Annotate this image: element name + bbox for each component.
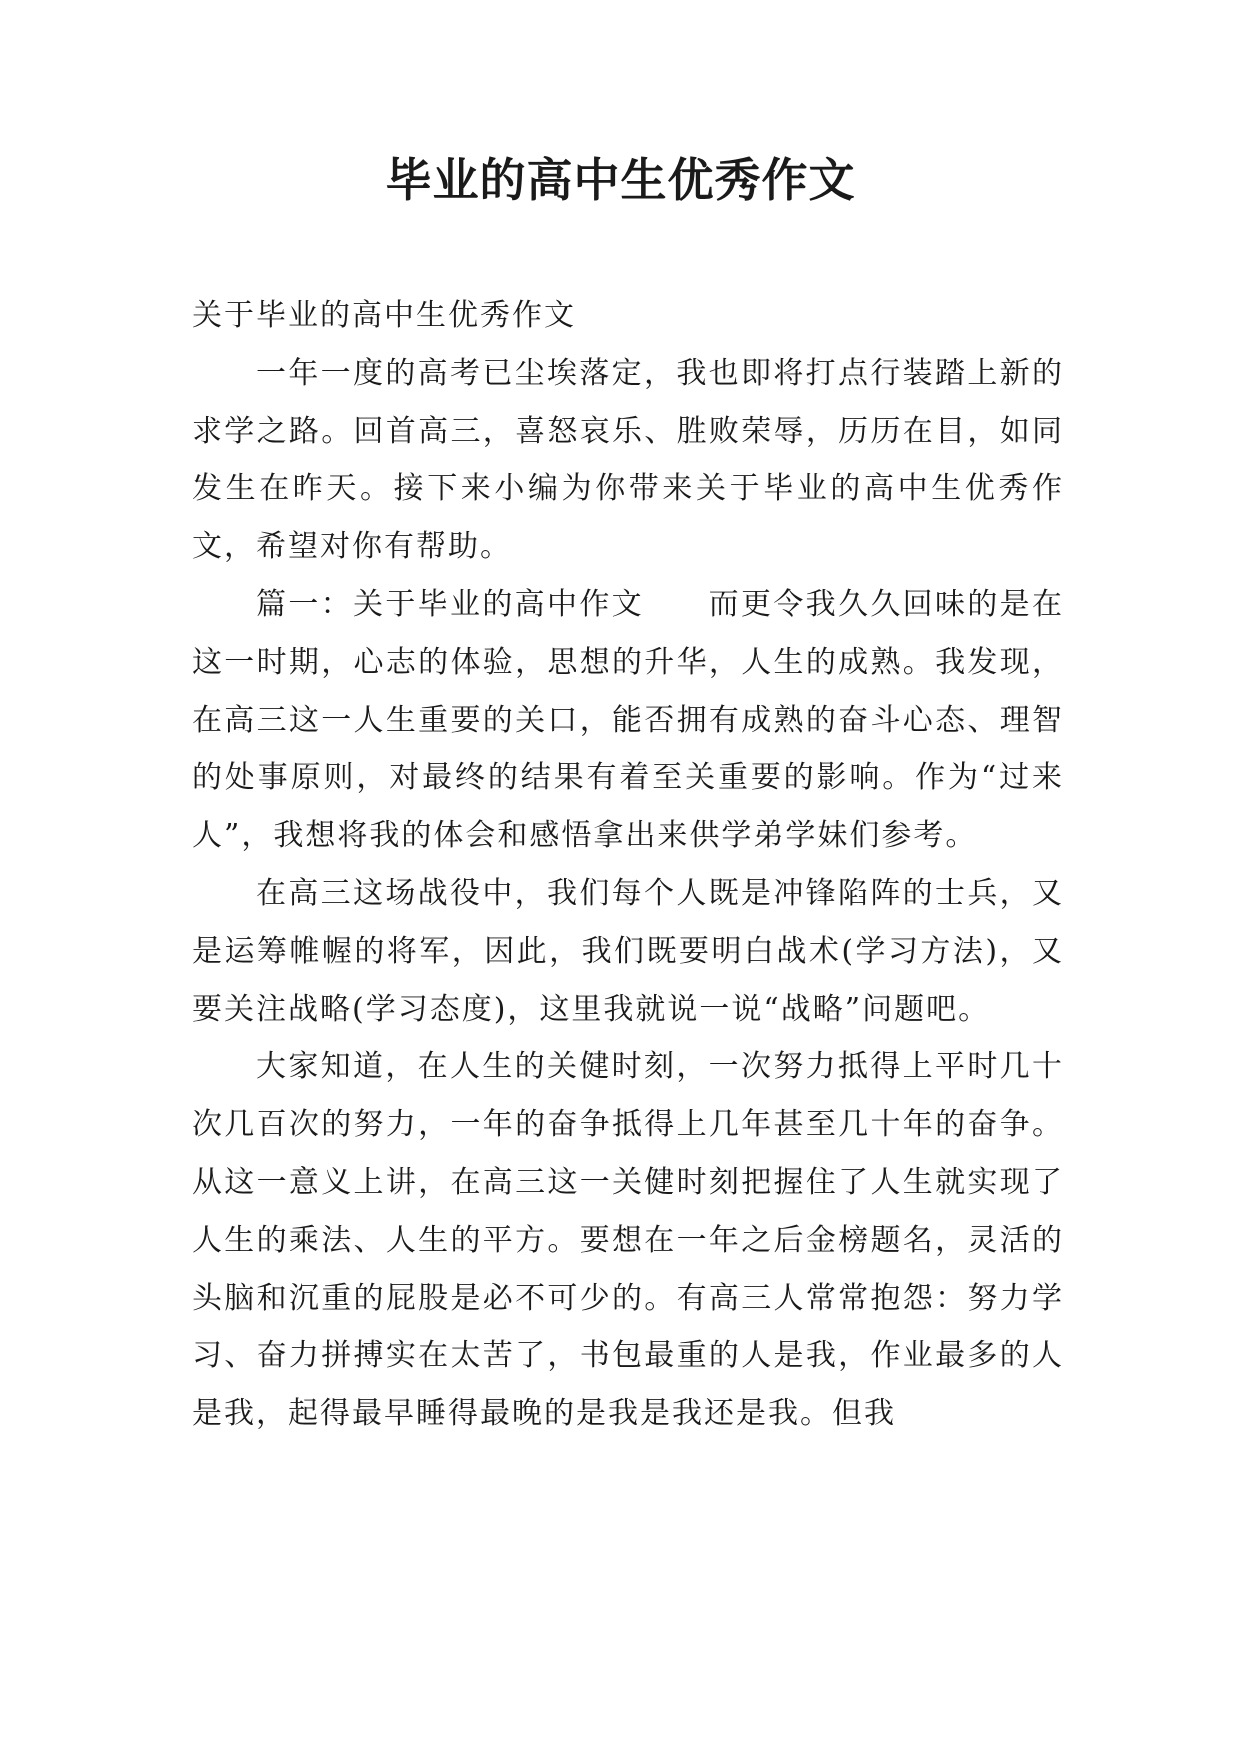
document-body	[192, 287, 1064, 1443]
body-paragraph-3: 大家知道，在人生的关健时刻，一次努力抵得上平时几十次几百次的努力，一年的奋争抵得上几年甚至几十年的奋争。从这一意义上讲，在高三这一关健时刻把握住了人生就实现了人生的乘法、人生的平方。要想在一年之后金榜题名，灵活的头脑和沉重的屁股是必不可少的。有高三人常常抱怨：努力学习、奋力拼搏实在太苦了，书包最重的人是我，作业最多的人是我，起得最早睡得最晚的是我是我还是我。但我	[192, 1049, 1064, 1432]
body-paragraph-2: 在高三这场战役中，我们每个人既是冲锋陷阵的士兵，又是运筹帷幄的将军，因此，我们既要明白战术(学习方法)，又要关注战略(学习态度)，这里我就说一说“战略”问题吧。	[192, 875, 1064, 1027]
intro-paragraph: 一年一度的高考已尘埃落定，我也即将打点行装踏上新的求学之路。回首高三，喜怒哀乐、胜败荣辱，历历在目，如同发生在昨天。接下来小编为你带来关于毕业的高中生优秀作文，希望对你有帮助。	[192, 355, 1064, 565]
document-title: 毕业的高中生优秀作文	[385, 153, 856, 207]
body-paragraph-1: 篇一：关于毕业的高中作文 而更令我久久回味的是在这一时期，心志的体验，思想的升华，人生的成熟。我发现，在高三这一人生重要的关口，能否拥有成熟的奋斗心态、理智的处事原则，对最终的结果有着至关重要的影响。作为“过来人”，我想将我的体会和感悟拿出来供学弟学妹们参考。	[192, 586, 1064, 854]
article-heading: 关于毕业的高中生优秀作文	[192, 298, 576, 333]
